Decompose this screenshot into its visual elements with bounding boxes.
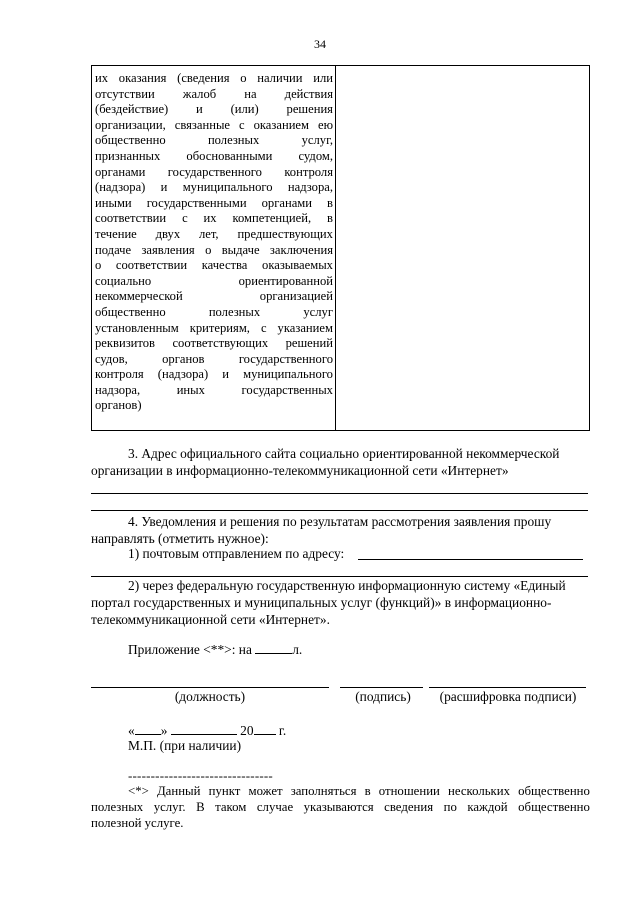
criteria-word: органами (95, 164, 146, 179)
footnote-word: по (443, 800, 457, 814)
signature-line[interactable] (340, 687, 423, 688)
criteria-text-line (92, 274, 335, 290)
postal-address-field[interactable] (358, 559, 583, 560)
criteria-word: социально (95, 273, 152, 288)
criteria-word: компетенцией, (232, 211, 312, 226)
criteria-word: оказанием (253, 117, 309, 132)
criteria-word: или (313, 71, 333, 85)
criteria-text-line (92, 211, 335, 227)
footnote-word: таком (215, 800, 247, 814)
footnote-word: общественно (518, 800, 590, 814)
criteria-text-line (92, 383, 335, 399)
section4-line1: 4. Уведомления и решения по результатам рассмотрения заявления прошу (128, 514, 552, 529)
criteria-word: контроля (284, 164, 333, 179)
criteria-word: критериям, (189, 320, 250, 335)
criteria-word: в (327, 211, 333, 226)
criteria-word: отсутствии (95, 86, 155, 101)
criteria-word: (надзора) (95, 180, 146, 195)
date-line (128, 723, 286, 739)
stamp-note: М.П. (при наличии) (128, 738, 242, 753)
criteria-text-line (92, 305, 335, 321)
criteria-word: муниципального (182, 180, 273, 195)
criteria-word: надзора, (95, 382, 141, 397)
footnote-word: заполняться (290, 784, 357, 798)
criteria-text-line (92, 289, 335, 305)
criteria-word: государственных (241, 382, 333, 397)
criteria-word: реквизитов (95, 336, 155, 351)
criteria-word: жалоб (182, 86, 217, 101)
website-field-line-1[interactable] (91, 493, 588, 494)
portal-option-line1: 2) через федеральную государственную информационную систему «Единый (128, 578, 566, 593)
criteria-word: течение (95, 226, 137, 241)
criteria-text-line (92, 71, 335, 87)
criteria-word: (бездействие) (95, 102, 169, 117)
criteria-text-line (92, 180, 335, 196)
criteria-word: организацией (259, 289, 333, 304)
criteria-word: действия (284, 86, 333, 101)
footnote-word: каждой (467, 800, 508, 814)
footnote-word: отношении (378, 784, 440, 798)
attachment-suffix: л. (292, 642, 303, 657)
criteria-word: (сведения (177, 71, 230, 85)
footnote-word: В (196, 800, 205, 814)
date-year-field[interactable] (254, 733, 276, 735)
criteria-word: общественно (95, 304, 166, 319)
criteria-word: связанные (174, 117, 231, 132)
info-table (91, 65, 590, 431)
criteria-word: услуг (303, 304, 333, 319)
criteria-word: государственного (167, 164, 262, 179)
website-field-line-2[interactable] (91, 510, 588, 511)
section3-line2: организации в информационно-телекоммуникационной сети «Интернет» (91, 463, 509, 478)
date-year-prefix: 20 (240, 723, 254, 738)
criteria-word: государственными (146, 195, 247, 210)
criteria-text-line (92, 87, 335, 103)
footnote-word: в (364, 784, 371, 798)
criteria-word: указанием (277, 320, 333, 335)
criteria-word: выдаче (221, 242, 260, 257)
criteria-word: их (95, 71, 109, 85)
criteria-word: о (205, 242, 212, 257)
criteria-word: на (244, 86, 257, 101)
footnote-word: указываются (303, 800, 374, 814)
criteria-word: соответствии (95, 211, 167, 226)
date-year-suffix: г. (278, 723, 287, 738)
criteria-word: двух (155, 226, 181, 241)
criteria-word: признанных (95, 148, 161, 163)
answer-cell (336, 66, 590, 431)
footnote-separator: -------------------------------- (128, 768, 273, 783)
criteria-word: судом, (298, 148, 333, 163)
criteria-word: общественно (95, 133, 166, 148)
criteria-word: подаче (95, 242, 132, 257)
criteria-word: установленным (95, 320, 179, 335)
criteria-text-line (92, 398, 335, 414)
criteria-word: соответствующих (172, 336, 269, 351)
criteria-word: органами (261, 195, 312, 210)
criteria-text-line (92, 165, 335, 181)
attachment-prefix: Приложение <**>: на (128, 642, 252, 657)
criteria-word: наличии (257, 71, 303, 85)
criteria-word: соответствии (115, 258, 188, 273)
date-month-field[interactable] (171, 733, 237, 735)
criteria-text-line (92, 133, 335, 149)
criteria-word: о (95, 258, 102, 273)
criteria-word: с (260, 320, 267, 335)
postal-address-field-line-2[interactable] (91, 576, 588, 577)
criteria-word: заявления (141, 242, 195, 257)
criteria-word: иными (95, 195, 132, 210)
criteria-text-line (92, 367, 335, 383)
criteria-word: обоснованными (186, 148, 273, 163)
criteria-text-line (92, 321, 335, 337)
criteria-word: (надзора) (157, 367, 209, 382)
criteria-text-line (92, 118, 335, 134)
criteria-word: и (222, 367, 229, 382)
position-line[interactable] (91, 687, 329, 688)
criteria-word: предшествующих (237, 226, 333, 241)
signature-label: (подпись) (355, 689, 411, 704)
decoding-label: (расшифровка подписи) (439, 689, 577, 704)
footnote-line3: полезной услуге. (91, 816, 184, 830)
criteria-text-line (92, 352, 335, 368)
attachment-pages-field[interactable] (255, 652, 292, 654)
footnote-word: <*> (128, 784, 149, 798)
criteria-word: иных (176, 382, 205, 397)
date-day-field[interactable] (135, 733, 161, 735)
criteria-text-line (92, 243, 335, 259)
criteria-text (92, 71, 335, 414)
section4-line2: направлять (отметить нужное): (91, 531, 269, 546)
criteria-text-line (92, 227, 335, 243)
criteria-text-line (92, 149, 335, 165)
criteria-text-line (92, 336, 335, 352)
criteria-word: контроля (95, 367, 144, 382)
criteria-word: государственного (238, 351, 333, 366)
footnote-line2 (91, 800, 590, 815)
footnote-word: Данный (156, 784, 201, 798)
criteria-word: заключения (269, 242, 333, 257)
criteria-word: и (160, 180, 168, 195)
criteria-word: (или) (230, 102, 259, 117)
criteria-word: оказываемых (262, 258, 333, 273)
criteria-word: их (203, 211, 217, 226)
criteria-word: муниципального (243, 367, 333, 382)
criteria-word: и (196, 102, 203, 117)
date-open-quote: « (128, 723, 135, 738)
criteria-word: ею (317, 117, 333, 132)
footnote-word: сведения (384, 800, 434, 814)
criteria-description-cell (92, 66, 336, 431)
portal-option-line2: портал государственных и муниципальных услуг (функций)» в информационно- (91, 595, 552, 610)
criteria-text-line (92, 196, 335, 212)
attachment-line (128, 642, 302, 658)
position-label: (должность) (174, 689, 246, 704)
criteria-word: полезных (208, 304, 261, 319)
decoding-line[interactable] (429, 687, 586, 688)
criteria-word: организации, (95, 117, 166, 132)
criteria-word: решения (286, 102, 333, 117)
criteria-word: органов) (95, 398, 142, 413)
footnote-word: услуг. (153, 800, 186, 814)
criteria-word: полезных (207, 133, 260, 148)
criteria-word: решений (285, 336, 333, 351)
criteria-word: органов (162, 351, 205, 366)
criteria-word: услуг, (301, 133, 333, 148)
criteria-word: с (239, 117, 245, 132)
footnote-word: случае (256, 800, 294, 814)
criteria-word: некоммерческой (95, 289, 183, 304)
criteria-text-line (92, 102, 335, 118)
date-close-quote: » (160, 723, 168, 738)
criteria-word: надзора, (287, 180, 333, 195)
criteria-word: о (240, 71, 247, 85)
criteria-word: судов, (95, 351, 128, 366)
postal-option-label: 1) почтовым отправлением по адресу: (128, 546, 345, 561)
footnote-word: нескольких (448, 784, 511, 798)
criteria-word: лет, (199, 226, 219, 241)
footnote-word: общественно (518, 784, 590, 798)
footnote-word: пункт (208, 784, 241, 798)
criteria-word: с (182, 211, 188, 226)
footnote-line1 (128, 784, 590, 799)
criteria-text-line (92, 258, 335, 274)
footnote-word: может (248, 784, 283, 798)
portal-option-line3: телекоммуникационной сети «Интернет». (91, 612, 330, 627)
footnote-word: полезных (91, 800, 144, 814)
criteria-word: в (327, 195, 333, 210)
page-number: 34 (314, 37, 326, 51)
criteria-word: оказания (118, 71, 167, 85)
section3-line1: 3. Адрес официального сайта социально ориентированной некоммерческой (128, 446, 560, 461)
criteria-word: качества (201, 258, 248, 273)
criteria-word: ориентированной (238, 273, 333, 288)
